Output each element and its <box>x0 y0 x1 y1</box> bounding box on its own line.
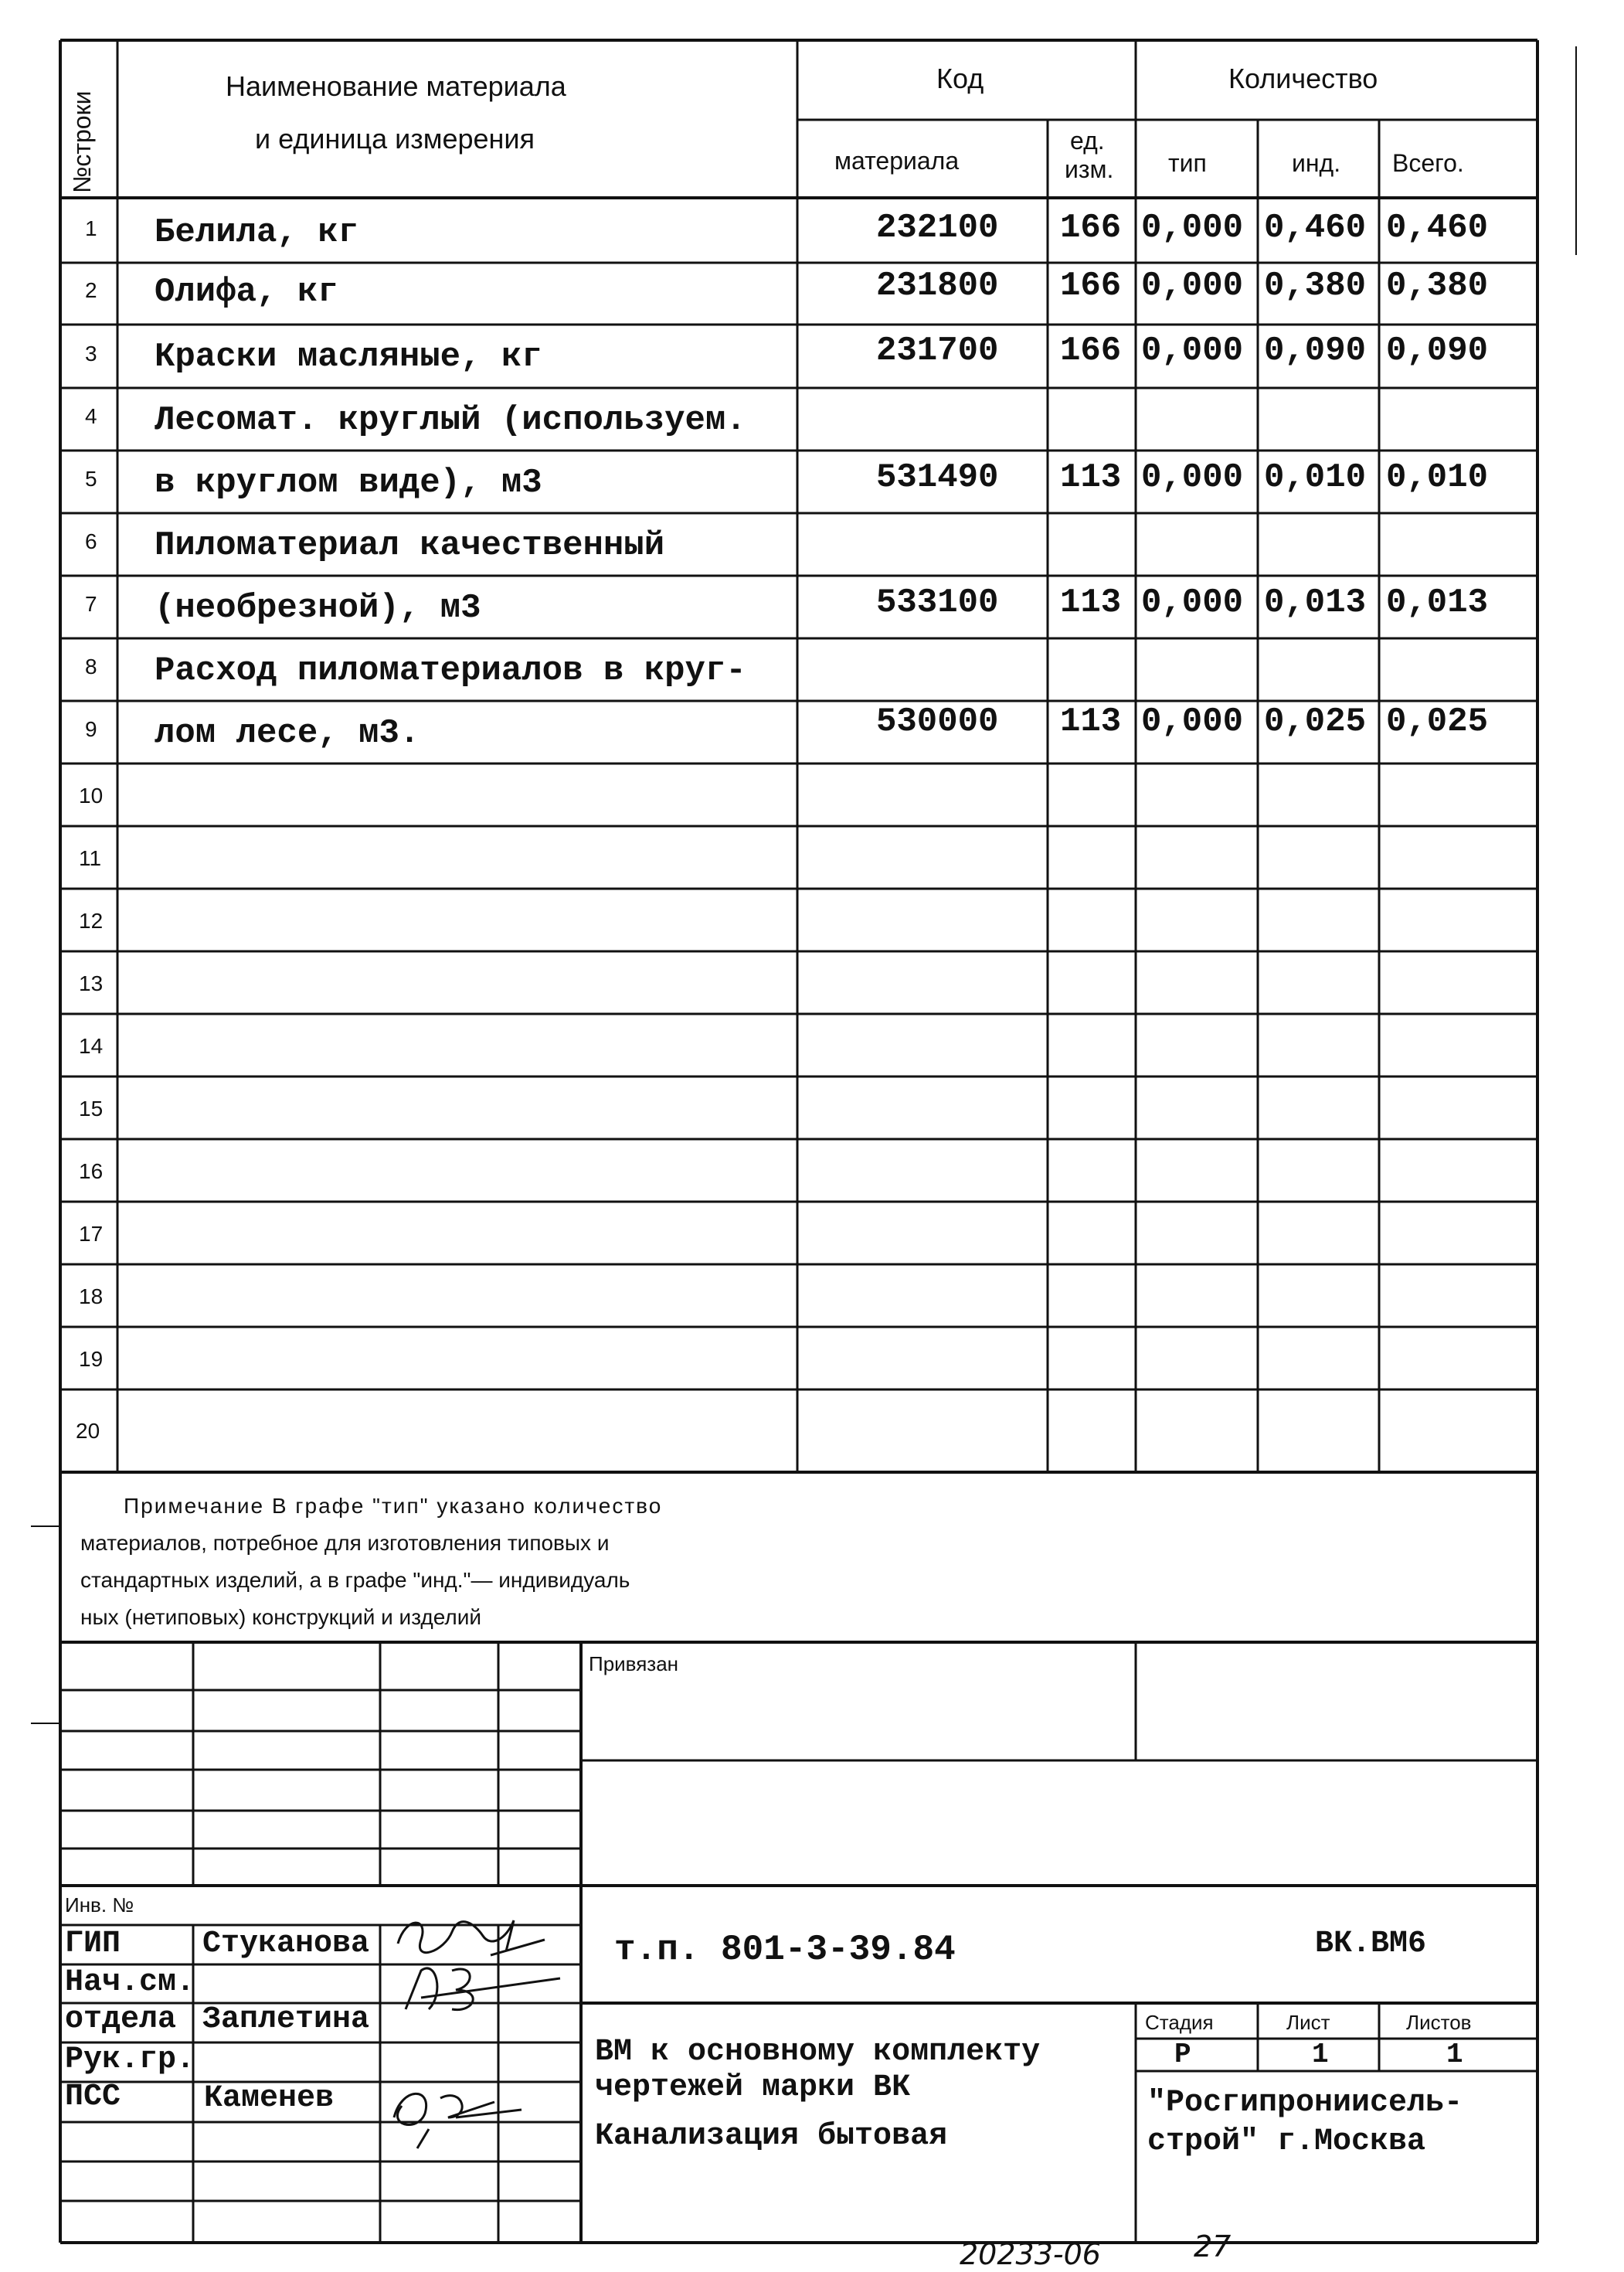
row-unit: 166 <box>1060 267 1122 305</box>
row-total: 0,010 <box>1386 458 1489 497</box>
row-type: 0,000 <box>1141 267 1244 305</box>
row-name: Краски масляные, кг <box>155 338 542 376</box>
header-name-line2: и единица измерения <box>255 123 535 155</box>
row-total: 0,025 <box>1386 702 1489 741</box>
row-total: 0,090 <box>1386 332 1489 370</box>
row-number: 2 <box>85 278 97 302</box>
row-number: 19 <box>79 1347 104 1371</box>
row-number: 4 <box>85 404 97 428</box>
stage-label: Стадия <box>1145 2011 1214 2034</box>
row-code: 231700 <box>876 332 999 370</box>
role-otdela: отдела <box>65 2002 177 2037</box>
name-zapletina: Заплетина <box>202 2002 370 2037</box>
row-name: (необрезной), м3 <box>155 589 481 628</box>
sheet-label: Лист <box>1286 2011 1330 2034</box>
doc-mark: ВК.ВМ6 <box>1315 1927 1427 1961</box>
row-number: 15 <box>79 1097 104 1121</box>
header-qty-type: тип <box>1168 149 1207 177</box>
row-code: 533100 <box>876 583 999 622</box>
row-number: 17 <box>79 1222 104 1246</box>
row-number: 5 <box>85 467 97 491</box>
row-number: 18 <box>79 1284 104 1308</box>
row-ind: 0,025 <box>1264 702 1367 741</box>
sheet-value: 1 <box>1312 2039 1329 2070</box>
header-qty-ind: инд. <box>1292 149 1341 177</box>
row-number: 13 <box>79 971 104 995</box>
header-row-number: №строки <box>68 90 96 193</box>
role-ruk-gr: Рук.гр. <box>65 2042 195 2077</box>
row-unit: 113 <box>1060 702 1122 741</box>
row-name: Белила, кг <box>155 213 359 252</box>
privyazan-label: Привязан <box>589 1652 679 1675</box>
row-number: 6 <box>85 529 97 553</box>
header-unit-line2: изм. <box>1065 155 1114 183</box>
note-line1: Примечание В графе "тип" указано количество <box>124 1494 663 1518</box>
row-number: 10 <box>79 784 104 808</box>
row-name: в круглом виде), м3 <box>155 464 542 502</box>
row-type: 0,000 <box>1141 332 1244 370</box>
note-line3: стандартных изделий, а в графе "инд."— индивидуаль <box>80 1568 630 1592</box>
row-total: 0,380 <box>1386 267 1489 305</box>
row-total: 0,013 <box>1386 583 1489 622</box>
row-number: 12 <box>79 909 104 933</box>
doc-code: т.п. 801-3-39.84 <box>614 1930 956 1970</box>
sheets-label: Листов <box>1406 2011 1472 2034</box>
row-ind: 0,460 <box>1264 209 1367 247</box>
doc-title-line1: ВМ к основному комплекту <box>595 2035 1041 2070</box>
row-name: лом лесе, м3. <box>155 714 420 753</box>
doc-title-line2: чертежей марки ВК <box>595 2070 911 2105</box>
row-total: 0,460 <box>1386 209 1489 247</box>
row-type: 0,000 <box>1141 458 1244 497</box>
org-line2: строй" г.Москва <box>1147 2124 1426 2159</box>
row-number: 14 <box>79 1034 104 1058</box>
row-ind: 0,010 <box>1264 458 1367 497</box>
row-unit: 166 <box>1060 332 1122 370</box>
header-code-group: Код <box>936 63 984 94</box>
row-ind: 0,380 <box>1264 267 1367 305</box>
page-number: 27 <box>1194 2229 1232 2263</box>
role-gip: ГИП <box>65 1927 121 1961</box>
row-type: 0,000 <box>1141 209 1244 247</box>
row-name: Олифа, кг <box>155 273 338 311</box>
row-unit: 113 <box>1060 458 1122 497</box>
row-code: 530000 <box>876 702 999 741</box>
doc-title-line3: Канализация бытовая <box>595 2119 948 2154</box>
stage-value: Р <box>1174 2039 1191 2070</box>
role-nach-sm: Нач.см. <box>65 1965 195 2000</box>
header-qty-total: Всего. <box>1392 149 1464 177</box>
header-name-line1: Наименование материала <box>226 70 566 102</box>
row-code: 531490 <box>876 458 999 497</box>
row-code: 231800 <box>876 267 999 305</box>
role-pss: ПСС <box>65 2080 121 2114</box>
row-ind: 0,090 <box>1264 332 1367 370</box>
row-name: Лесомат. круглый (используем. <box>155 401 746 440</box>
header-qty-group: Количество <box>1228 63 1378 94</box>
name-kamenev: Каменев <box>204 2081 335 2116</box>
row-number: 11 <box>79 846 102 870</box>
row-name: Расход пиломатериалов в круг- <box>155 651 746 690</box>
note-line4: ных (нетиповых) конструкций и изделий <box>80 1605 482 1629</box>
note-line2: материалов, потребное для изготовления типовых и <box>80 1531 610 1555</box>
header-unit-line1: ед. <box>1070 127 1105 155</box>
row-unit: 113 <box>1060 583 1122 622</box>
row-number: 7 <box>85 592 97 616</box>
row-number: 16 <box>79 1159 104 1183</box>
signature-2 <box>390 1955 568 2017</box>
row-name: Пиломатериал качественный <box>155 526 665 565</box>
row-type: 0,000 <box>1141 583 1244 622</box>
row-number: 3 <box>85 342 97 366</box>
row-code: 232100 <box>876 209 999 247</box>
row-number: 1 <box>85 216 97 240</box>
org-line1: "Росгипрониисель- <box>1147 2086 1463 2121</box>
archive-number: 20233-06 <box>960 2237 1101 2271</box>
row-ind: 0,013 <box>1264 583 1367 622</box>
header-code-material: материала <box>834 147 960 175</box>
row-unit: 166 <box>1060 209 1122 247</box>
sheets-value: 1 <box>1446 2039 1463 2070</box>
row-number: 20 <box>76 1419 100 1443</box>
row-number: 9 <box>85 717 97 741</box>
name-stukanova: Стуканова <box>202 1927 370 1961</box>
signature-3 <box>371 2071 525 2156</box>
row-type: 0,000 <box>1141 702 1244 741</box>
inv-no-label: Инв. № <box>65 1893 134 1917</box>
row-number: 8 <box>85 655 97 679</box>
